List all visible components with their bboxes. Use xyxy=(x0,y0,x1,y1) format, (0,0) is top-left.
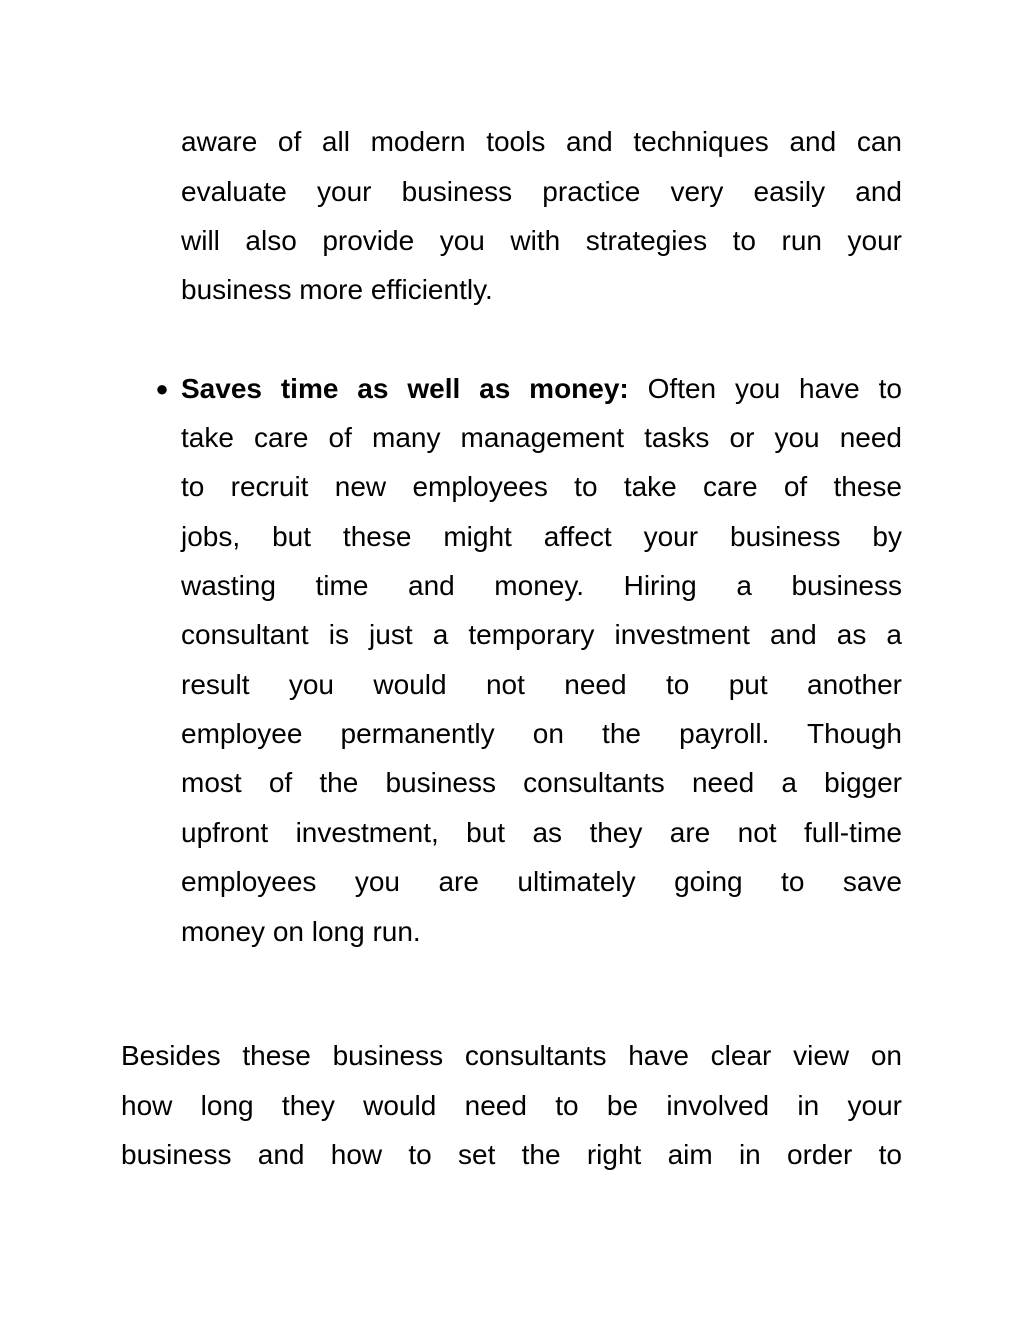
closing-line-3: business and how to set the right aim in order to xyxy=(121,1139,902,1170)
bullet-first-line xyxy=(181,372,902,406)
intro-line-3: will also provide you with strategies to run your xyxy=(181,225,902,256)
closing-line-1: Besides these business consultants have clear view on xyxy=(121,1040,902,1071)
bullet-line-9: most of the business consultants need a bigger xyxy=(181,767,902,798)
bullet-line-4: jobs, but these might affect your business by xyxy=(181,521,902,552)
intro-line-1: aware of all modern tools and techniques and can xyxy=(181,126,902,157)
closing-line-2: how long they would need to be involved in your xyxy=(121,1090,902,1121)
bullet-line-3: to recruit new employees to take care of these xyxy=(181,471,902,502)
bullet-line-5: wasting time and money. Hiring a business xyxy=(181,570,902,601)
bullet-line-11: employees you are ultimately going to save xyxy=(181,866,902,897)
intro-line-4: business more efficiently. xyxy=(181,274,493,305)
bullet-line-10: upfront investment, but as they are not full-time xyxy=(181,817,902,848)
bullet-line-12: money on long run. xyxy=(181,916,421,947)
bullet-line-6: consultant is just a temporary investment and as a xyxy=(181,619,902,650)
bullet-line-8: employee permanently on the payroll. Though xyxy=(181,718,902,749)
bullet-icon: ● xyxy=(155,376,169,401)
bullet-heading: Saves time as well as money: xyxy=(181,373,629,404)
bullet-line-2: take care of many management tasks or you need xyxy=(181,422,902,453)
bullet-line-7: result you would not need to put another xyxy=(181,669,902,700)
intro-line-2: evaluate your business practice very easily and xyxy=(181,176,902,207)
bullet-first-line-text: Often you have to xyxy=(628,373,902,404)
